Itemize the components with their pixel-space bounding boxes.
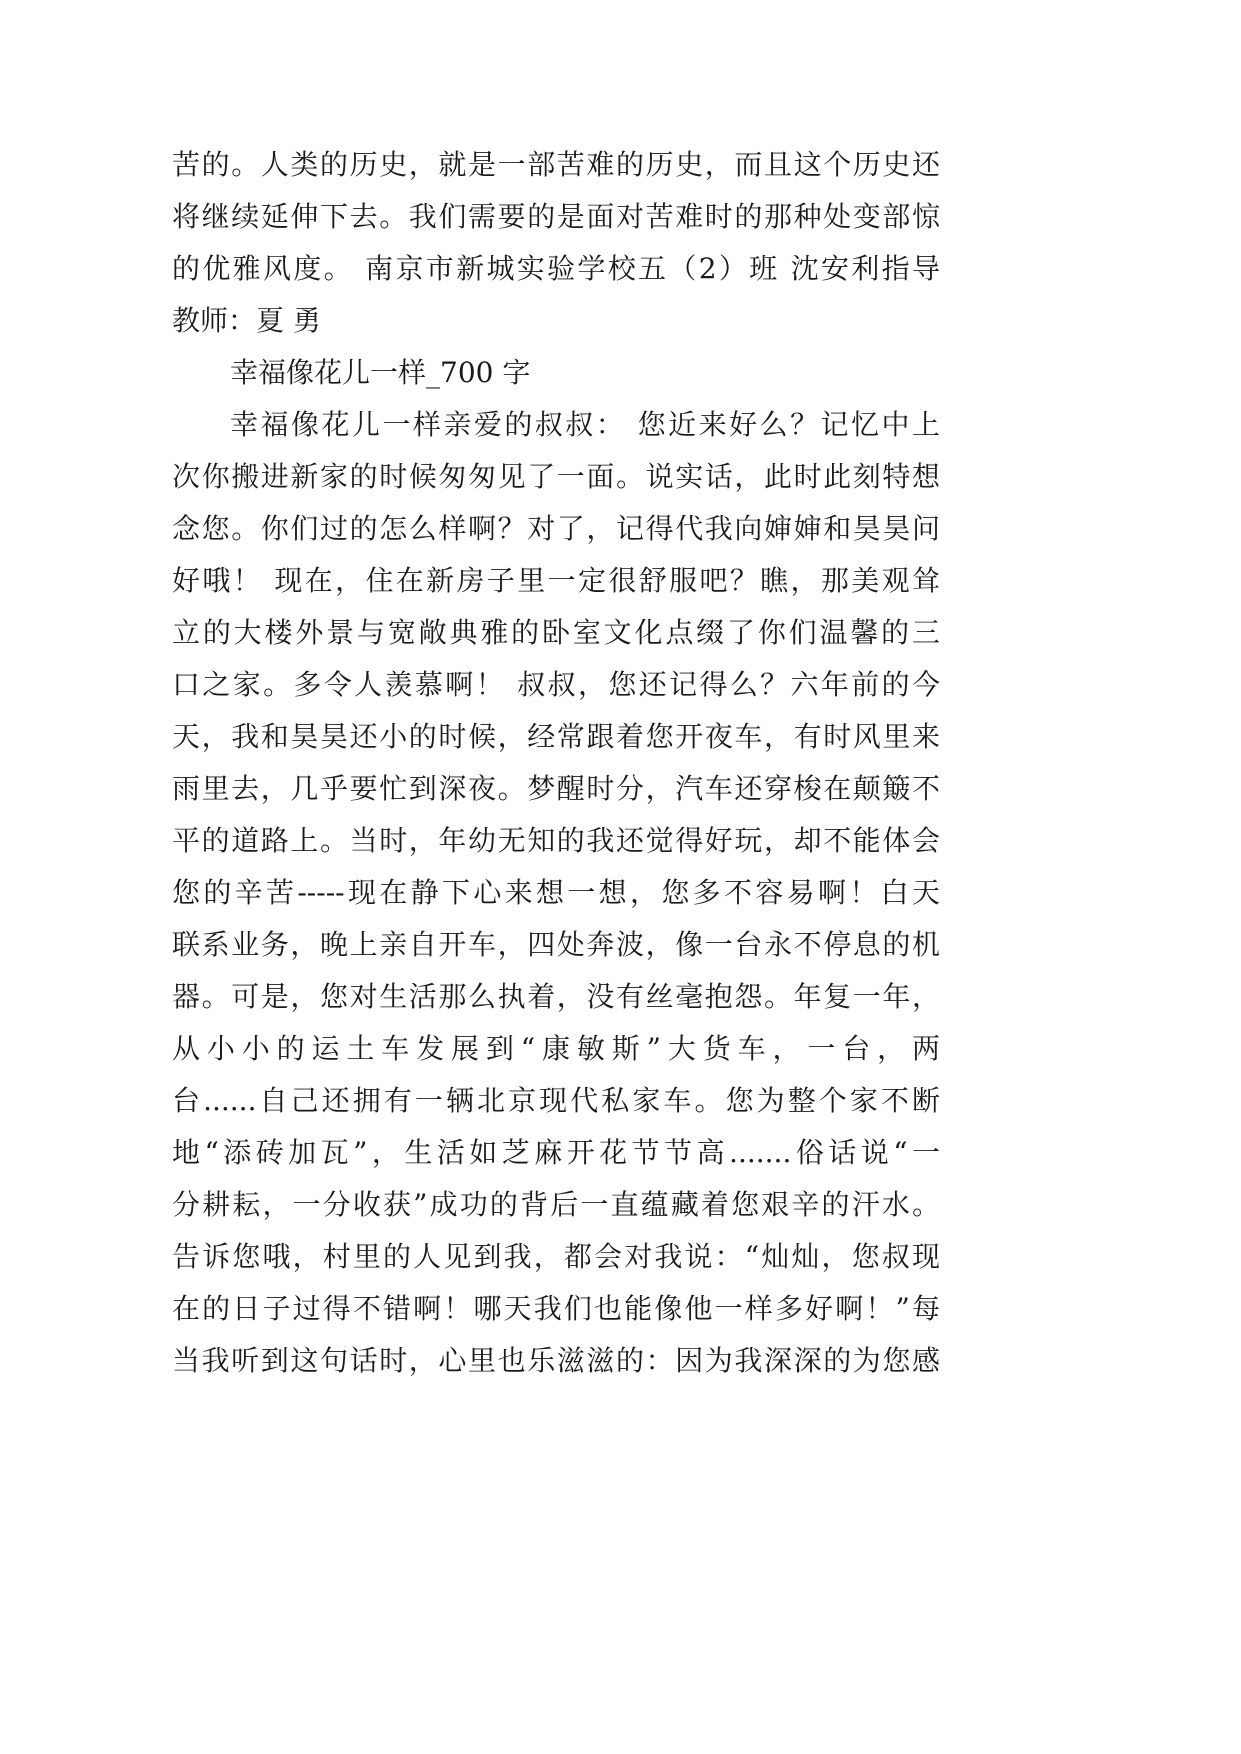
text-line: 幸福像花儿一样亲爱的叔叔： 您近来好么？记忆中上 bbox=[230, 408, 940, 441]
text-line: 的优雅风度。 南京市新城实验学校五（2）班 沈安利指导 bbox=[172, 252, 940, 285]
text-line: 在的日子过得不错啊！哪天我们也能像他一样多好啊！”每 bbox=[172, 1292, 940, 1325]
text-line: 苦的。人类的历史，就是一部苦难的历史，而且这个历史还 bbox=[172, 148, 940, 181]
text-line: 教师：夏 勇 bbox=[172, 304, 321, 337]
text-line: 次你搬进新家的时候匆匆见了一面。说实话，此时此刻特想 bbox=[172, 460, 940, 493]
text-line: 分耕耘，一分收获”成功的背后一直蕴藏着您艰辛的汗水。 bbox=[172, 1188, 940, 1221]
text-line: 您的辛苦-----现在静下心来想一想，您多不容易啊！白天 bbox=[172, 876, 940, 909]
text-line: 雨里去，几乎要忙到深夜。梦醒时分，汽车还穿梭在颠簸不 bbox=[172, 772, 940, 805]
text-line: 好哦！ 现在，住在新房子里一定很舒服吧？瞧，那美观耸 bbox=[172, 564, 940, 597]
text-line: 口之家。多令人羡慕啊！ 叔叔，您还记得么？六年前的今 bbox=[172, 668, 940, 701]
text-line: 将继续延伸下去。我们需要的是面对苦难时的那种处变部惊 bbox=[172, 200, 940, 233]
text-line: 念您。你们过的怎么样啊？对了，记得代我向婶婶和昊昊问 bbox=[172, 512, 940, 545]
text-line: 平的道路上。当时，年幼无知的我还觉得好玩，却不能体会 bbox=[172, 824, 940, 857]
text-line: 当我听到这句话时，心里也乐滋滋的：因为我深深的为您感 bbox=[172, 1344, 940, 1377]
text-line: 从小小的运土车发展到“康敏斯”大货车，一台，两 bbox=[172, 1032, 940, 1065]
article-title: 幸福像花儿一样_700 字 bbox=[230, 356, 531, 389]
text-line: 器。可是，您对生活那么执着，没有丝毫抱怨。年复一年， bbox=[172, 980, 940, 1013]
text-line: 告诉您哦，村里的人见到我，都会对我说：“灿灿，您叔现 bbox=[172, 1240, 940, 1273]
body-text bbox=[172, 139, 940, 1387]
text-line: 联系业务，晚上亲自开车，四处奔波，像一台永不停息的机 bbox=[172, 928, 940, 961]
text-line: 天，我和昊昊还小的时候，经常跟着您开夜车，有时风里来 bbox=[172, 720, 940, 753]
text-line: 立的大楼外景与宽敞典雅的卧室文化点缀了你们温馨的三 bbox=[172, 616, 940, 649]
text-line: 台......自己还拥有一辆北京现代私家车。您为整个家不断 bbox=[172, 1084, 940, 1117]
text-line: 地“添砖加瓦”，生活如芝麻开花节节高.......俗话说“一 bbox=[172, 1136, 940, 1169]
